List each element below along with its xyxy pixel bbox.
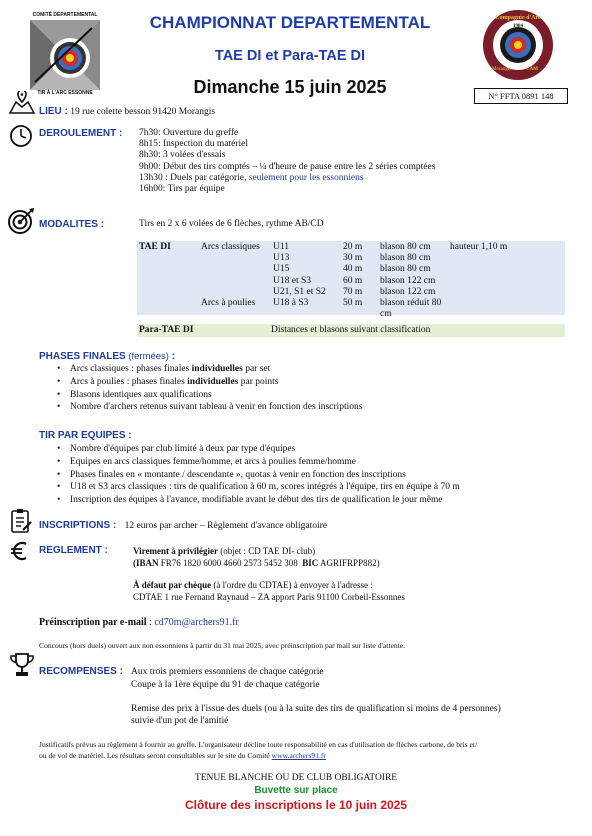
cheque-line: À défaut par chèque (à l'ordre du CDTAE) à envoyer à l'adresse : xyxy=(133,580,373,590)
ffta-number: N° FFTA 0891 148 xyxy=(474,88,568,104)
table-row: U13 30 m blason 80 cm xyxy=(273,253,431,264)
reglement-label: REGLEMENT : xyxy=(39,545,108,556)
equipes-label: TIR PAR EQUIPES : xyxy=(39,430,132,441)
euro-icon xyxy=(9,540,31,562)
club-logo-year: 1984 xyxy=(513,24,523,29)
phases-list xyxy=(48,363,568,414)
recompense-line: Aux trois premiers essonniens de chaque catégorie xyxy=(131,667,324,677)
deroulement-list xyxy=(139,128,579,195)
clock-icon xyxy=(9,124,33,148)
club-logo-name: Compagnie d'Arc xyxy=(495,15,541,21)
closing-date: Clôture des inscriptions le 10 juin 2025 xyxy=(184,798,408,812)
modalites-value: Tirs en 2 x 6 volées de 6 flèches, rythme AB/CD xyxy=(139,219,324,229)
schedule-item: 7h30 : Ouverture du greffe xyxy=(139,128,239,138)
equipes-list xyxy=(48,443,578,507)
list-item: • Arcs à poulies : phases finales individuelles par points xyxy=(48,376,568,389)
para-label: Para-TAE DI xyxy=(139,325,194,335)
list-item: • Inscription des équipes à l'avance, modifiable avant le début des tirs de qualification le jour même xyxy=(48,494,578,507)
schedule-item: 8h15 : Inspection du matériel xyxy=(139,139,248,150)
preinscription-row: Préinscription par e-mail : cd70m@archers91.fr xyxy=(39,617,239,628)
club-logo xyxy=(482,9,554,81)
list-item: • Equipes en arcs classiques femme/homme, et arcs à poulies femme/homme xyxy=(48,456,578,469)
table-row: U21, S1 et S2 70 m blason 122 cm xyxy=(273,286,436,297)
schedule-item: 8h30 : 3 volées d'essais xyxy=(139,150,226,161)
recompenses-label: RECOMPENSES : xyxy=(39,666,123,677)
schedule-item: 9h00 : Début des tirs comptés – ¼ d'heure de pause entre les 2 séries comptées xyxy=(139,161,436,172)
schedule-item: 16h00 : Tirs par équipe xyxy=(139,184,225,195)
address-line: CDTAE 1 rue Fernand Raynaud – ZA apport Paris 91100 Corbeil-Essonnes xyxy=(133,591,405,602)
logo-bottom-text: TIR À L'ARC ESSONNE xyxy=(37,90,93,96)
lieu-value: 19 rue colette besson 91420 Morangis xyxy=(70,107,216,117)
cdta-logo xyxy=(30,12,100,96)
target-icon xyxy=(7,207,35,235)
lieu-row xyxy=(39,106,215,117)
deroulement-label: DEROULEMENT : xyxy=(39,128,123,139)
list-item: • Phases finales en « montante / descendante », quotas à venir en fonction des inscriptions xyxy=(48,469,578,482)
website-link[interactable]: www.archers91.fr xyxy=(271,751,326,760)
map-pin-icon xyxy=(8,91,36,115)
phases-heading: PHASES FINALES (fermées) : xyxy=(39,351,176,362)
recompense-line: suivie d'un pot de l'amitié xyxy=(131,716,229,727)
recompense-line: Remise des prix à l'issue des duels (ou à la suite des tirs de qualification si moins de 4 personnes) xyxy=(131,703,501,714)
para-value: Distances et blasons suivant classification xyxy=(271,325,431,335)
list-item: • Nombre d'équipes par club limité à deux par type d'équipes xyxy=(48,443,578,456)
trophy-icon xyxy=(8,652,36,678)
list-item: • Nombre d'archers retenus suivant tableau à venir en fonction des inscriptions xyxy=(48,401,568,414)
para-row xyxy=(137,324,565,337)
page-subtitle: TAE DI et Para-TAE DI xyxy=(214,48,366,64)
clipboard-icon xyxy=(9,508,33,534)
event-date: Dimanche 15 juin 2025 xyxy=(193,77,387,97)
iban-line: (IBAN FR76 1820 6000 4660 2573 5452 308 BIC AGRIFRPP882) xyxy=(133,557,380,568)
table-row: U18 et S3 60 m blason 122 cm xyxy=(273,275,436,286)
email-link[interactable]: cd70m@archers91.fr xyxy=(154,617,239,628)
club-logo-city: Morangis xyxy=(492,67,512,72)
list-item: • Blasons identiques aux qualifications xyxy=(48,389,568,402)
recompenses-block xyxy=(131,666,581,728)
table-row: Arcs à poulies U18 à S3 50 m blason réduit 80 cm xyxy=(201,298,442,320)
target-logo-icon xyxy=(30,20,100,90)
dress-code: TENUE BLANCHE OU DE CLUB OBLIGATOIRE xyxy=(194,773,398,783)
modalites-label: MODALITES : xyxy=(39,219,104,230)
justificatifs-note: Justificatifs prévus au règlement à fournir au greffe. L'organisateur décline toute responsabilité en cas d'utilisation de flèches carbone, de bris et/ ou de vol de matériel. Les résultats seront consultables sur le site du Comité www.archers91.fr xyxy=(39,740,478,760)
logo-top-text: COMITÉ DÉPARTEMENTAL xyxy=(32,12,98,18)
recompense-line: Coupe à la 1ère équipe du 91 de chaque catégorie xyxy=(131,679,320,690)
distances-table xyxy=(137,241,565,320)
list-item: • U18 et S3 arcs classiques : tirs de qualification à 60 m, scores intégrés à l'équipe, tirs en équipe à 70 m xyxy=(48,481,578,494)
table-row: TAE DI Arcs classiques U11 20 m blason 80 cm hauteur 1,10 m xyxy=(139,242,508,252)
lieu-label: LIEU : xyxy=(39,106,68,117)
concours-note: Concours (hors duels) ouvert aux non essonniens à partir du 31 mai 2025, avec préinscription par mail sur liste d'attente. xyxy=(39,641,405,650)
schedule-item: 13h30 : Duels par catégorie, seulement pour les essonniens xyxy=(139,172,364,183)
inscriptions-row: INSCRIPTIONS : 12 euros par archer – Règlement d'avance obligatoire xyxy=(39,520,328,531)
reglement-block xyxy=(133,546,573,603)
buvette-notice: Buvette sur place xyxy=(254,785,338,796)
list-item: • Arcs classiques : phases finales individuelles par set xyxy=(48,363,568,376)
table-row: U15 40 m blason 80 cm xyxy=(273,264,431,275)
virement-line: Virement à privilégier (objet : CD TAE DI- club) xyxy=(133,546,316,556)
club-logo-sub: CAM xyxy=(526,67,538,72)
page-title: CHAMPIONNAT DEPARTEMENTAL xyxy=(149,13,431,32)
